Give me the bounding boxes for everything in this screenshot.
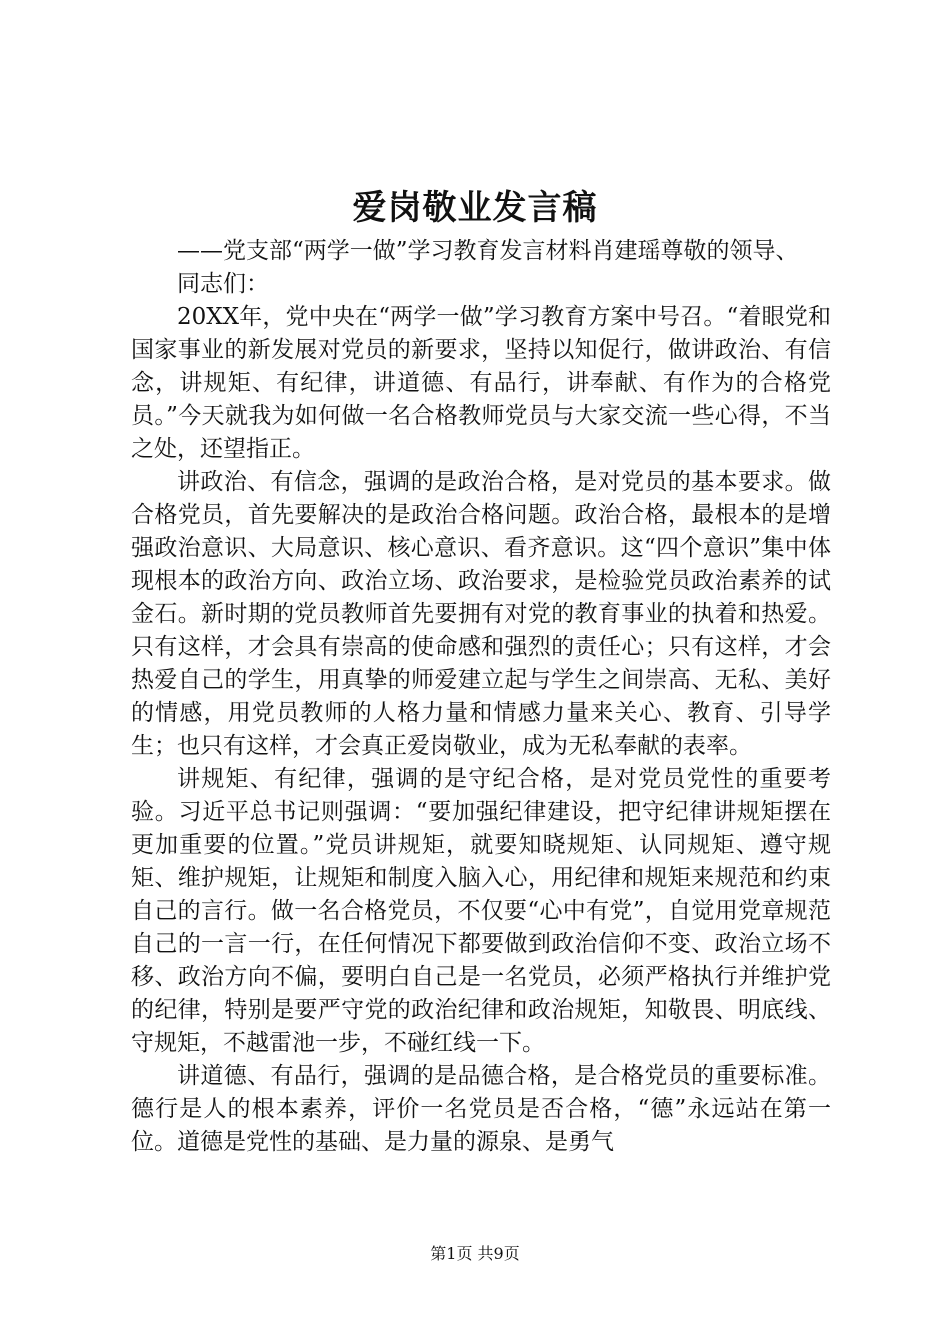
page-number-footer: 第1页 共9页 xyxy=(430,1244,520,1263)
salutation: 同志们： xyxy=(177,271,269,297)
paragraph: 讲道德、有品行，强调的是品德合格，是合格党员的重要标准。德行是人的根本素养，评价一名党员是否合格，“德”永远站在第一位。道德是党性的基础、是力量的源泉、是勇气 xyxy=(131,1063,831,1155)
document-body xyxy=(131,235,831,1159)
paragraph: 20XX年，党中央在“两学一做”学习教育方案中号召。“着眼党和国家事业的新发展对党员的新要求，坚持以知促行，做讲政治、有信念，讲规矩、有纪律，讲道德、有品行，讲奉献、有作为的合格党员。”今天就我为如何做一名合格教师党员与大家交流一些心得，不当之处，还望指正。 xyxy=(131,304,831,462)
document-subtitle: ——党支部“两学一做”学习教育发言材料肖建瑶尊敬的领导、 xyxy=(177,238,799,264)
document-title: 爱岗敬业发言稿 xyxy=(352,188,598,228)
paragraph: 讲政治、有信念，强调的是政治合格，是对党员的基本要求。做合格党员，首先要解决的是政治合格问题。政治合格，最根本的是增强政治意识、大局意识、核心意识、看齐意识。这“四个意识”集中体现根本的政治方向、政治立场、政治要求，是检验党员政治素养的试金石。新时期的党员教师首先要拥有对党的教育事业的执着和热爱。只有这样，才会具有崇高的使命感和强烈的责任心；只有这样，才会热爱自己的学生，用真挚的师爱建立起与学生之间崇高、无私、美好的情感，用党员教师的人格力量和情感力量来关心、教育、引导学生；也只有这样，才会真正爱岗敬业，成为无私奉献的表率。 xyxy=(131,469,831,759)
paragraph: 讲规矩、有纪律，强调的是守纪合格，是对党员党性的重要考验。习近平总书记则强调：“要加强纪律建设，把守纪律讲规矩摆在更加重要的位置。”党员讲规矩，就要知晓规矩、认同规矩、遵守规矩、维护规矩，让规矩和制度入脑入心，用纪律和规矩来规范和约束自己的言行。做一名合格党员，不仅要“心中有党”，自觉用党章规范自己的一言一行，在任何情况下都要做到政治信仰不变、政治立场不移、政治方向不偏，要明白自己是一名党员，必须严格执行并维护党的纪律，特别是要严守党的政治纪律和政治规矩，知敬畏、明底线、守规矩，不越雷池一步，不碰红线一下。 xyxy=(131,766,831,1056)
